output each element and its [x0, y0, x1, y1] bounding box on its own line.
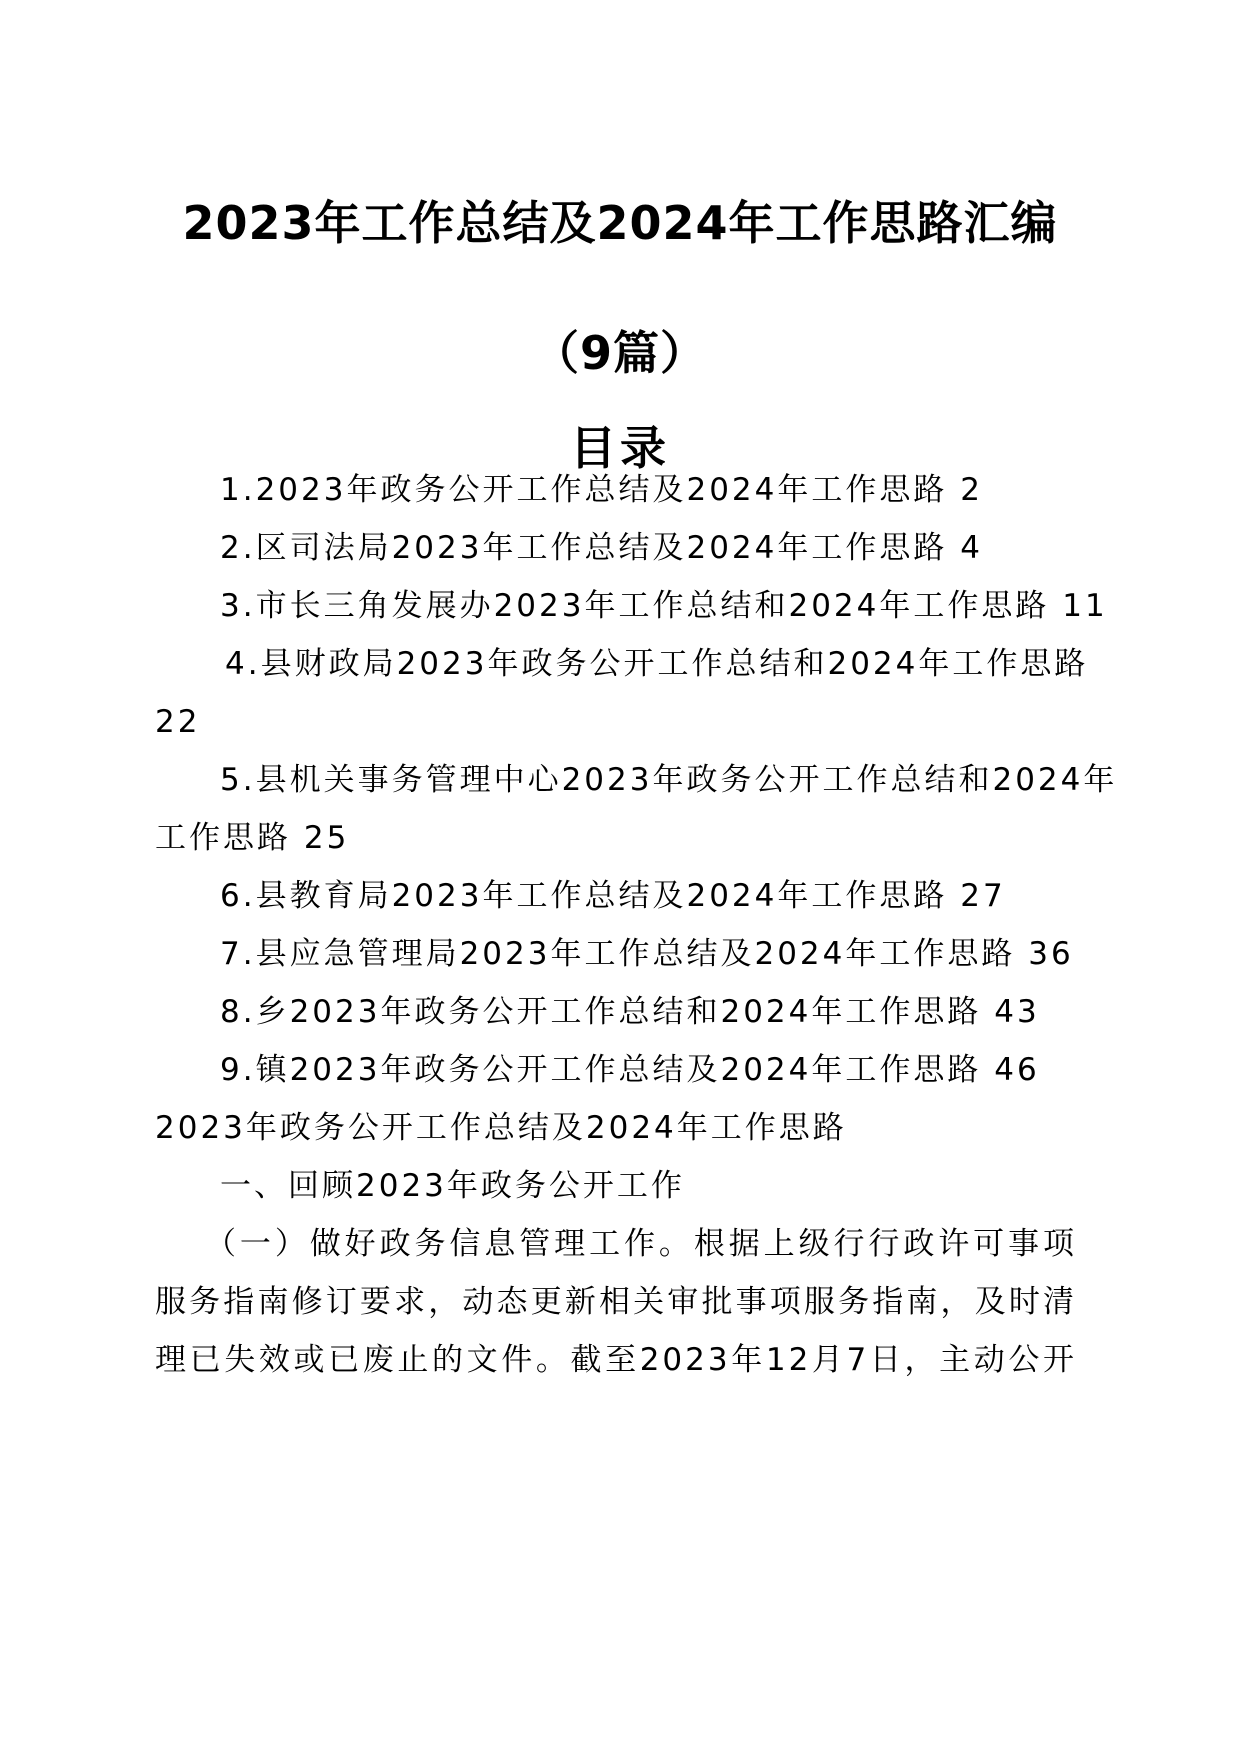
- toc-item[interactable]: 7.县应急管理局2023年工作总结及2024年工作思路 36: [220, 936, 1074, 972]
- toc-item[interactable]: 8.乡2023年政务公开工作总结和2024年工作思路 43: [220, 994, 1040, 1030]
- toc-item[interactable]: 2.区司法局2023年工作总结及2024年工作思路 4: [220, 530, 983, 566]
- document-title: 2023年工作总结及2024年工作思路汇编: [182, 196, 1058, 250]
- section-title: 2023年政务公开工作总结及2024年工作思路: [155, 1110, 847, 1146]
- toc-item[interactable]: 9.镇2023年政务公开工作总结及2024年工作思路 46: [220, 1052, 1040, 1088]
- paragraph-line: （一）做好政务信息管理工作。根据上级行行政许可事项: [205, 1226, 1077, 1262]
- toc-item-continued[interactable]: 工作思路 25: [155, 820, 350, 856]
- toc-item-page[interactable]: 22: [155, 704, 201, 740]
- paragraph-line: 理已失效或已废止的文件。截至2023年12月7日，主动公开: [155, 1342, 1077, 1378]
- toc-item[interactable]: 6.县教育局2023年工作总结及2024年工作思路 27: [220, 878, 1006, 914]
- toc-item[interactable]: 3.市长三角发展办2023年工作总结和2024年工作思路 11: [220, 588, 1108, 624]
- toc-item[interactable]: 1.2023年政务公开工作总结及2024年工作思路 2: [220, 472, 983, 508]
- toc-item[interactable]: 5.县机关事务管理中心2023年政务公开工作总结和2024年: [220, 762, 1118, 798]
- document-subtitle: （9篇）: [532, 326, 707, 380]
- section-heading: 一、回顾2023年政务公开工作: [220, 1168, 685, 1204]
- paragraph-line: 服务指南修订要求，动态更新相关审批事项服务指南，及时清: [155, 1284, 1077, 1320]
- toc-heading: 目录: [570, 421, 670, 475]
- toc-item[interactable]: 4.县财政局2023年政务公开工作总结和2024年工作思路: [225, 646, 1089, 682]
